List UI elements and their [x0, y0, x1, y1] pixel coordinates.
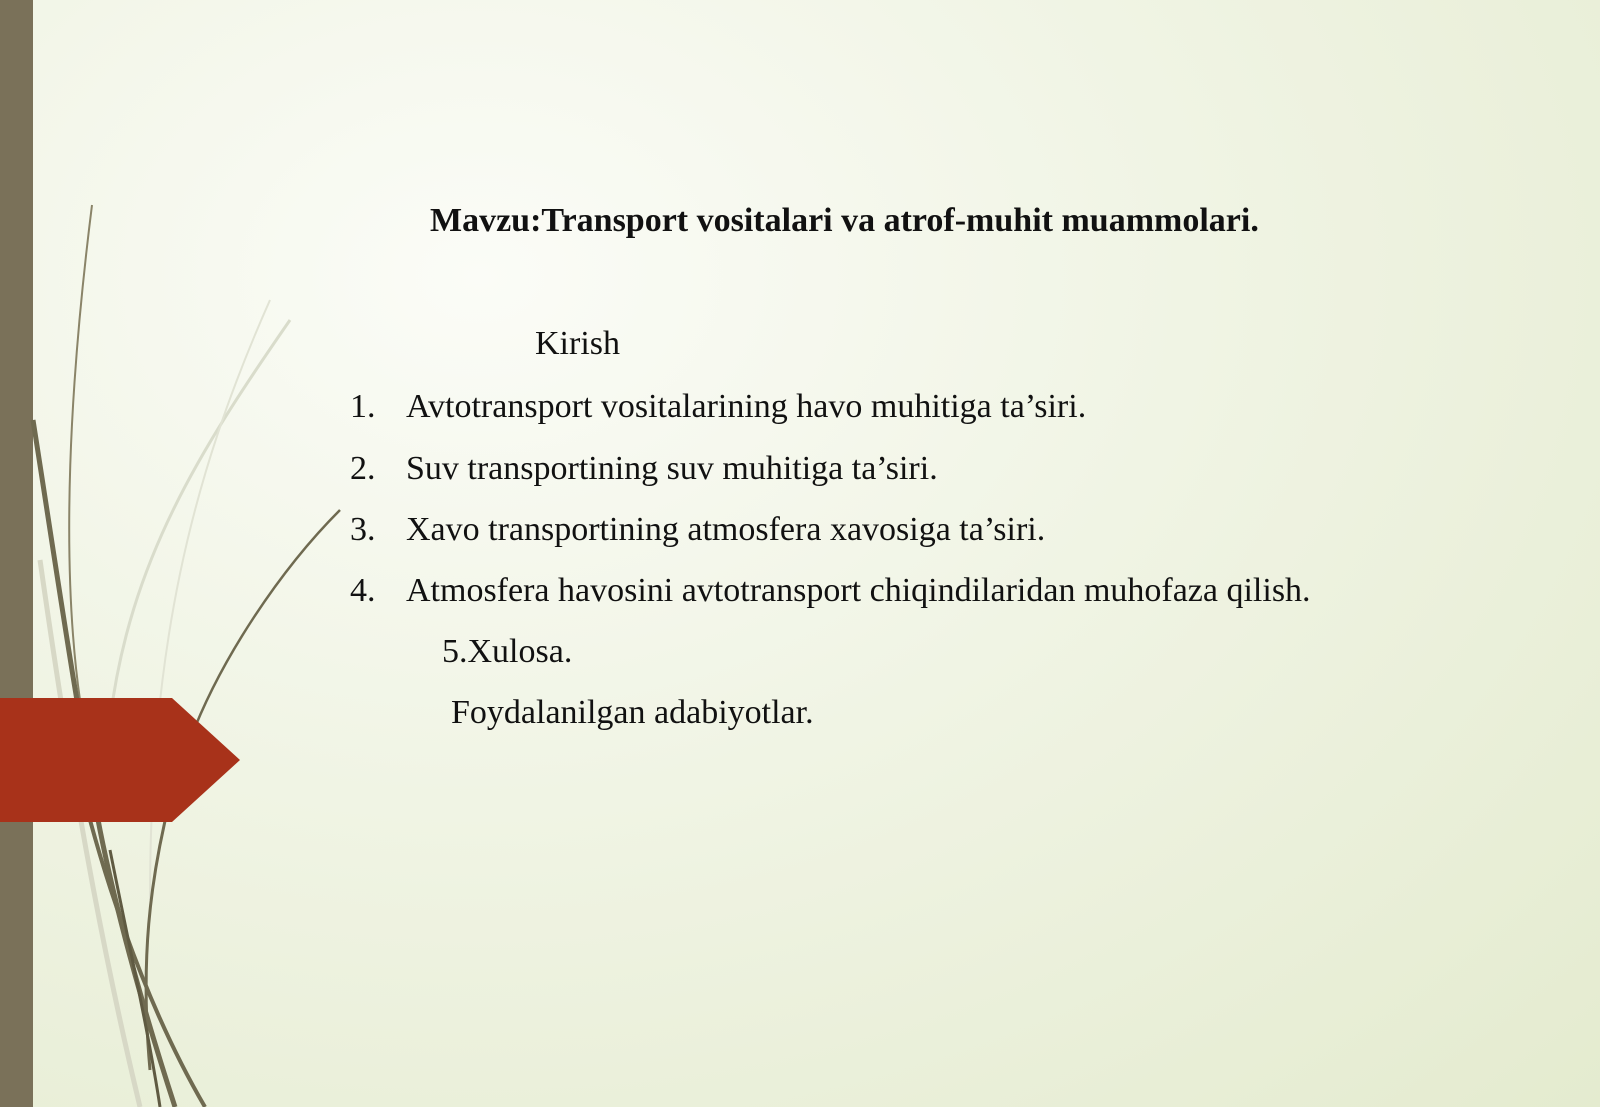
- topic-item-3: [350, 511, 1045, 549]
- topic-number: 1.: [350, 388, 376, 425]
- topic-number: 2.: [350, 450, 376, 487]
- topic-text: Atmosfera havosini avtotransport chiqindilaridan muhofaza qilish.: [406, 572, 1311, 609]
- topic-text: Avtotransport vositalarining havo muhitiga ta’siri.: [406, 388, 1087, 425]
- topic-number: 3.: [350, 511, 376, 548]
- slide-title: Mavzu:Transport vositalari va atrof-muhit muammolari.: [430, 202, 1259, 239]
- topic-item-4: [350, 572, 1311, 610]
- intro-heading: Kirish: [535, 325, 620, 362]
- conclusion-item: 5.Xulosa.: [442, 633, 573, 670]
- references-item: Foydalanilgan adabiyotlar.: [451, 694, 814, 731]
- topic-text: Xavo transportining atmosfera xavosiga ta’siri.: [406, 511, 1046, 548]
- topic-item-2: [350, 450, 938, 488]
- topic-number: 4.: [350, 572, 376, 609]
- topic-item-1: [350, 388, 1086, 426]
- topic-text: Suv transportining suv muhitiga ta’siri.: [406, 450, 938, 487]
